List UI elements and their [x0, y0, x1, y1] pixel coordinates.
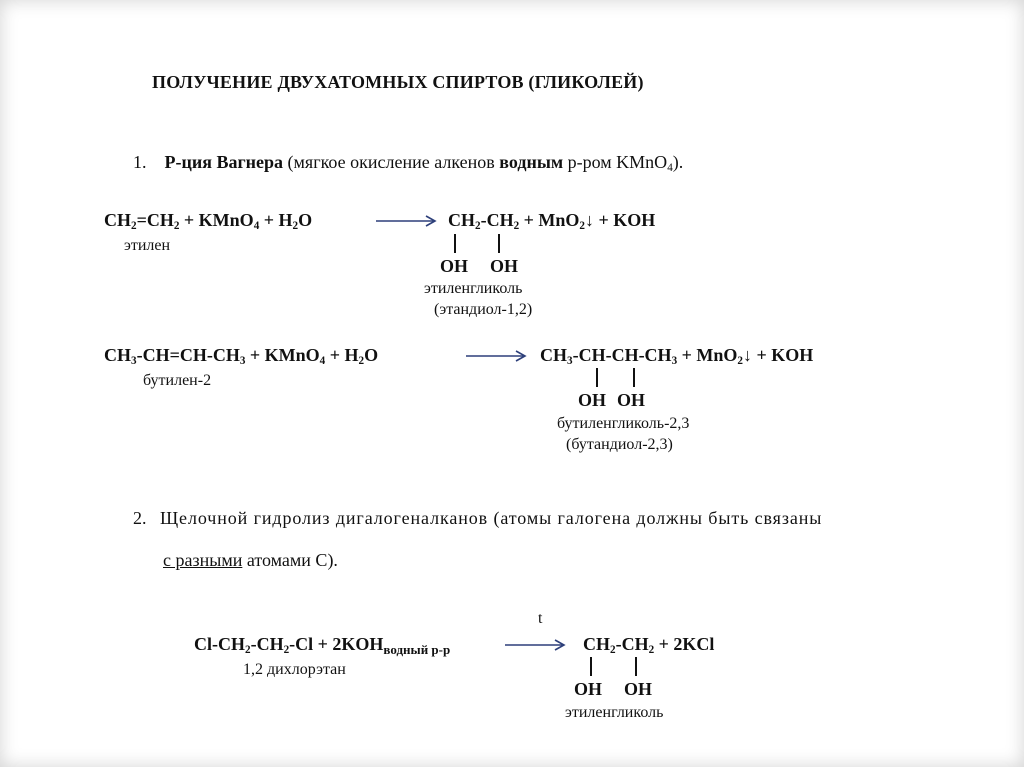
section-2-line-1 — [133, 508, 928, 529]
r2-pd: ↓ + KOH — [742, 345, 814, 365]
section-2-text-1: Щелочной гидролиз дигалогеналканов (атомы галогена должны быть связаны — [160, 508, 823, 528]
r1-re: O — [298, 210, 313, 230]
r3-tag: водный р-р — [383, 641, 451, 657]
r1-oh-1: OH — [440, 256, 469, 276]
reaction-3-arrow-icon — [505, 638, 567, 652]
r2-sc: 4 — [319, 354, 326, 367]
reaction-2-products — [540, 345, 813, 366]
r2-sb: 3 — [239, 354, 246, 367]
section-1-text-bold: водным — [499, 152, 564, 172]
r2-oh-2: OH — [617, 390, 646, 410]
section-1-text-b: р-ром KMnO — [563, 152, 668, 172]
r1-spa: 2 — [475, 219, 481, 232]
r1-ra: CH — [104, 210, 131, 230]
r2-rb: -CH=CH-CH — [136, 345, 240, 365]
r3-pc: + 2KCl — [654, 634, 715, 654]
section-1-name: Р-ция Вагнера — [164, 152, 284, 172]
reaction-1-reactant-label: этилен — [124, 237, 171, 254]
r3-bond-2 — [635, 657, 637, 676]
r2-spc: 2 — [737, 354, 743, 367]
r1-rc: + KMnO — [179, 210, 254, 230]
r2-rc: + KMnO — [245, 345, 320, 365]
r3-spa: 2 — [610, 643, 616, 656]
r1-rb: =CH — [136, 210, 174, 230]
r1-pd: ↓ + KOH — [585, 210, 656, 230]
r1-spb: 2 — [513, 219, 520, 232]
r1-sb: 2 — [173, 219, 180, 232]
r2-bond-1 — [596, 368, 598, 387]
r3-rb: -CH — [250, 634, 284, 654]
section-1-text-a: (мягкое окисление алкенов — [283, 152, 500, 172]
r1-spc: 2 — [579, 219, 585, 232]
reaction-3-condition: t — [538, 610, 543, 627]
r1-sd: 2 — [292, 219, 299, 232]
r3-oh-1: OH — [574, 679, 603, 699]
r2-rd: + H — [325, 345, 359, 365]
r3-pa: CH — [583, 634, 610, 654]
reaction-2-reactant-label: бутилен-2 — [143, 372, 212, 389]
reaction-3-reactants — [194, 634, 450, 658]
r1-pb: -CH — [480, 210, 514, 230]
reaction-2-product-alt: (бутандиол-2,3) — [566, 436, 673, 453]
section-2-number: 2. — [133, 508, 147, 528]
reaction-1-reactants — [104, 210, 312, 231]
page-title: ПОЛУЧЕНИЕ ДВУХАТОМНЫХ СПИРТОВ (ГЛИКОЛЕЙ) — [152, 72, 644, 92]
r2-oh-1: OH — [578, 390, 607, 410]
r2-pa: CH — [540, 345, 567, 365]
r1-sa: 2 — [131, 219, 137, 232]
r2-sa: 3 — [131, 354, 137, 367]
reaction-3-product-label: этиленгликоль — [565, 704, 664, 721]
reaction-2-arrow-icon — [466, 349, 528, 363]
r3-sb: 2 — [283, 643, 290, 656]
r2-re: O — [364, 345, 379, 365]
r3-bond-1 — [590, 657, 592, 676]
r2-spa: 3 — [567, 354, 573, 367]
reaction-1-product-alt: (этандиол-1,2) — [434, 301, 533, 318]
reaction-1-arrow-icon — [376, 214, 438, 228]
section-2-underlined: с разными — [163, 550, 243, 570]
reaction-2-product-label: бутиленгликоль-2,3 — [557, 415, 690, 432]
section-2-text-2: атомами С). — [242, 550, 338, 570]
r2-pb: -CH-CH-CH — [572, 345, 672, 365]
r1-pc: + MnO — [519, 210, 580, 230]
r1-rd: + H — [259, 210, 293, 230]
section-2-line-2 — [163, 550, 338, 571]
reaction-1-product-label: этиленгликоль — [424, 280, 523, 297]
r2-bond-2 — [633, 368, 635, 387]
r3-sa: 2 — [245, 643, 251, 656]
reaction-3-reactant-label: 1,2 дихлорэтан — [243, 661, 346, 678]
section-1-sub: 4 — [667, 161, 673, 174]
r1-bond-1 — [454, 234, 456, 253]
section-1-text-c: ). — [672, 152, 684, 172]
section-1-number: 1. — [133, 152, 147, 172]
reaction-2-reactants — [104, 345, 378, 366]
r1-bond-2 — [498, 234, 500, 253]
r2-ra: CH — [104, 345, 131, 365]
r1-oh-2: OH — [490, 256, 519, 276]
r1-pa: CH — [448, 210, 475, 230]
r3-oh-2: OH — [624, 679, 653, 699]
r3-spb: 2 — [648, 643, 655, 656]
r3-pb: -CH — [615, 634, 649, 654]
reaction-3-products — [583, 634, 714, 655]
r1-sc: 4 — [253, 219, 260, 232]
r2-pc: + MnO — [677, 345, 738, 365]
r3-rc: -Cl + 2KOH — [289, 634, 384, 654]
r2-spb: 3 — [671, 354, 678, 367]
r2-sd: 2 — [358, 354, 365, 367]
r3-ra: Cl-CH — [194, 634, 245, 654]
section-1-heading — [133, 152, 683, 173]
reaction-1-products — [448, 210, 655, 231]
